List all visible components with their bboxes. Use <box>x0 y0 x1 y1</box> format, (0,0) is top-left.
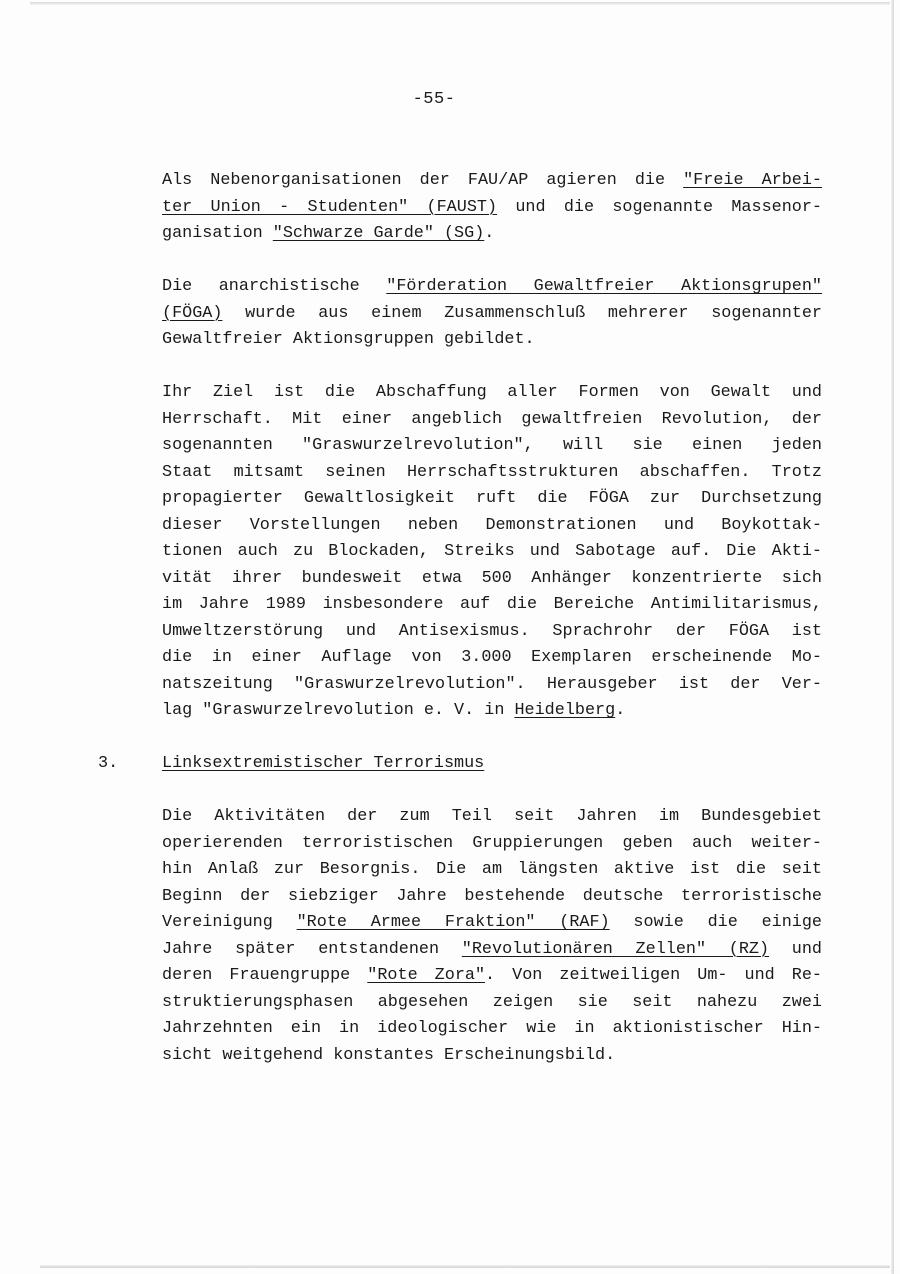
underlined-term: (FÖGA) <box>162 303 223 323</box>
text-run: ganisation <box>162 224 273 243</box>
paragraph-goals <box>162 380 822 725</box>
page-edge-right <box>891 0 894 1274</box>
text-run: sowie die einige <box>609 913 822 932</box>
underlined-term: "Rote Armee Fraktion" (RAF) <box>296 913 610 932</box>
text-line <box>162 301 822 328</box>
text-line: im Jahre 1989 insbesondere auf die Bereiche Antimilitarismus, <box>162 595 822 614</box>
underlined-term: "Schwarze Garde" (SG) <box>272 224 485 243</box>
text-line: die in einer Auflage von 3.000 Exemplaren erscheinende Mo- <box>162 648 822 667</box>
page-edge-top <box>30 2 890 5</box>
text-run: wurde aus einem Zusammenschluß mehrerer sogenannter <box>222 303 822 323</box>
text-line: dieser Vorstellungen neben Demonstrationen und Boykottak- <box>162 515 822 535</box>
document-body <box>98 168 822 1096</box>
text-line: tionen auch zu Blockaden, Streiks und Sabotage auf. Die Akti- <box>162 542 822 561</box>
page-edge-bottom <box>40 1265 890 1268</box>
underlined-term: "Revolutionären Zellen" (RZ) <box>461 939 770 959</box>
paragraph-faust <box>162 168 822 248</box>
underlined-term: Heidelberg <box>514 701 616 720</box>
text-run: . <box>615 701 626 720</box>
paragraph-terrorism <box>162 804 822 1069</box>
text-line: struktierungsphasen abgesehen zeigen sie seit nahezu zwei <box>162 992 822 1012</box>
text-line <box>162 168 822 195</box>
text-line: Gewaltfreier Aktionsgruppen gebildet. <box>162 330 535 349</box>
text-run: Die anarchistische <box>162 277 387 296</box>
text-line <box>162 221 822 248</box>
text-line <box>162 698 822 725</box>
text-line: sicht weitgehend konstantes Erscheinungsbild. <box>162 1045 616 1065</box>
page-number: -55- <box>412 90 456 109</box>
section-heading <box>98 751 822 778</box>
text-line: Beginn der siebziger Jahre bestehende deutsche terroristische <box>162 886 822 906</box>
text-line: Jahrzehnten ein in ideologischer wie in aktionistischer Hin- <box>162 1019 822 1038</box>
text-line: vität ihrer bundesweit etwa 500 Anhänger konzentrierte sich <box>162 568 822 588</box>
text-line <box>162 274 822 301</box>
text-line: Ihr Ziel ist die Abschaffung aller Formen von Gewalt und <box>162 383 822 402</box>
text-run: Jahre später entstandenen <box>162 939 462 959</box>
section-title: Linksextremistischer Terrorismus <box>162 754 485 773</box>
text-run: Als Nebenorganisationen der FAU/AP agieren die <box>162 171 684 190</box>
text-line: Die Aktivitäten der zum Teil seit Jahren im Bundesgebiet <box>162 807 822 826</box>
text-line <box>162 937 822 964</box>
underlined-term: "Förderation Gewaltfreier Aktionsgrupen" <box>386 277 822 296</box>
text-line: Herrschaft. Mit einer angeblich gewaltfreien Revolution, der <box>162 409 822 429</box>
text-run: und <box>769 939 822 959</box>
section-number: 3. <box>98 754 119 773</box>
text-run: lag "Graswurzelrevolution e. V. in <box>162 701 515 720</box>
underlined-term: "Freie Arbei- <box>683 171 822 190</box>
text-run: und die sogenannte Massenor- <box>497 197 822 217</box>
underlined-term: "Rote Zora" <box>367 966 486 985</box>
text-line <box>162 910 822 937</box>
text-run: Vereinigung <box>162 913 297 932</box>
text-line: propagierter Gewaltlosigkeit ruft die FÖGA zur Durchsetzung <box>162 489 822 508</box>
text-run: . Von zeitweiligen Um- und Re- <box>485 966 822 985</box>
text-run: deren Frauengruppe <box>162 966 368 985</box>
text-line: natszeitung "Graswurzelrevolution". Herausgeber ist der Ver- <box>162 674 822 694</box>
text-line: Staat mitsamt seinen Herrschaftsstrukturen abschaffen. Trotz <box>162 462 822 482</box>
text-line <box>162 195 822 222</box>
text-line <box>162 963 822 990</box>
paragraph-foega <box>162 274 822 354</box>
text-line: Umweltzerstörung und Antisexismus. Sprachrohr der FÖGA ist <box>162 621 822 641</box>
text-run: . <box>484 224 495 243</box>
text-line: operierenden terroristischen Gruppierungen geben auch weiter- <box>162 833 822 853</box>
text-line: sogenannten "Graswurzelrevolution", will sie einen jeden <box>162 436 822 455</box>
text-line: hin Anlaß zur Besorgnis. Die am längsten aktive ist die seit <box>162 860 822 879</box>
underlined-term: ter Union - Studenten" (FAUST) <box>162 197 498 217</box>
